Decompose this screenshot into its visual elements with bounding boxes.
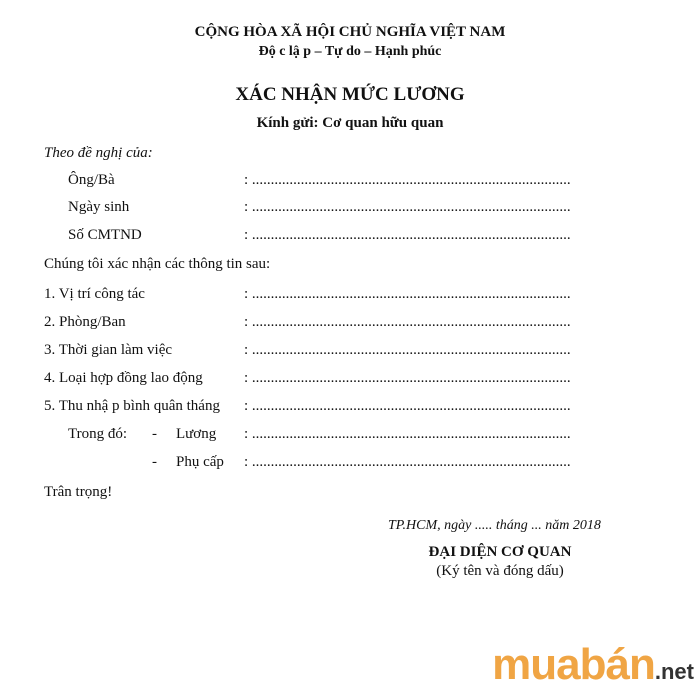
request-intro: Theo đề nghị của: [44, 145, 153, 161]
salary-label: Lương [176, 426, 217, 442]
confirm-item-label: 3. Thời gian làm việc [44, 342, 173, 358]
watermark-tld: .net [654, 659, 694, 684]
field-dots-birth-date: : ..................................................................................... [244, 199, 571, 215]
place-date: TP.HCM, ngày ..... tháng ... năm 2018 [388, 518, 601, 533]
addressee: Kính gửi: Cơ quan hữu quan [256, 115, 444, 131]
field-label-id-number: Số CMTND [68, 227, 142, 243]
confirm-item-dots: : ..................................................................................... [244, 286, 571, 302]
allowance-label: Phụ cấp [176, 454, 224, 470]
breakdown-prefix: Trong đó: [68, 426, 128, 442]
confirm-item-dots: : ..................................................................................... [244, 342, 571, 358]
salary-dots: : ..................................................................................... [244, 426, 571, 442]
confirm-item-dots: : ..................................................................................... [244, 398, 571, 414]
watermark-brand: muabán [492, 640, 655, 689]
field-label-full-name: Ông/Bà [68, 172, 115, 188]
confirm-item-dots: : ..................................................................................... [244, 314, 571, 330]
salary-dash: - [152, 426, 157, 442]
document-title: XÁC NHẬN MỨC LƯƠNG [235, 84, 465, 105]
motto: Độ c lậ p – Tự do – Hạnh phúc [258, 44, 442, 59]
field-dots-id-number: : ..................................................................................... [244, 227, 571, 243]
confirm-item-dots: : ..................................................................................... [244, 370, 571, 386]
confirm-item-label: 2. Phòng/Ban [44, 314, 126, 330]
confirm-item-label: 5. Thu nhậ p bình quân tháng [44, 398, 220, 414]
signature-note: (Ký tên và đóng dấu) [436, 563, 564, 579]
confirm-intro: Chúng tôi xác nhận các thông tin sau: [44, 256, 271, 272]
allowance-dash: - [152, 454, 157, 470]
watermark-logo [492, 640, 694, 690]
signature-title: ĐẠI DIỆN CƠ QUAN [428, 544, 572, 560]
field-dots-full-name: : ..................................................................................... [244, 172, 571, 188]
national-title: CỘNG HÒA XÃ HỘI CHỦ NGHĨA VIỆT NAM [194, 24, 506, 40]
closing: Trân trọng! [44, 484, 113, 500]
confirm-item-label: 4. Loại hợp đồng lao động [44, 370, 203, 386]
confirm-item-label: 1. Vị trí công tác [44, 286, 145, 302]
field-label-birth-date: Ngày sinh [68, 199, 130, 215]
allowance-dots: : ..................................................................................... [244, 454, 571, 470]
